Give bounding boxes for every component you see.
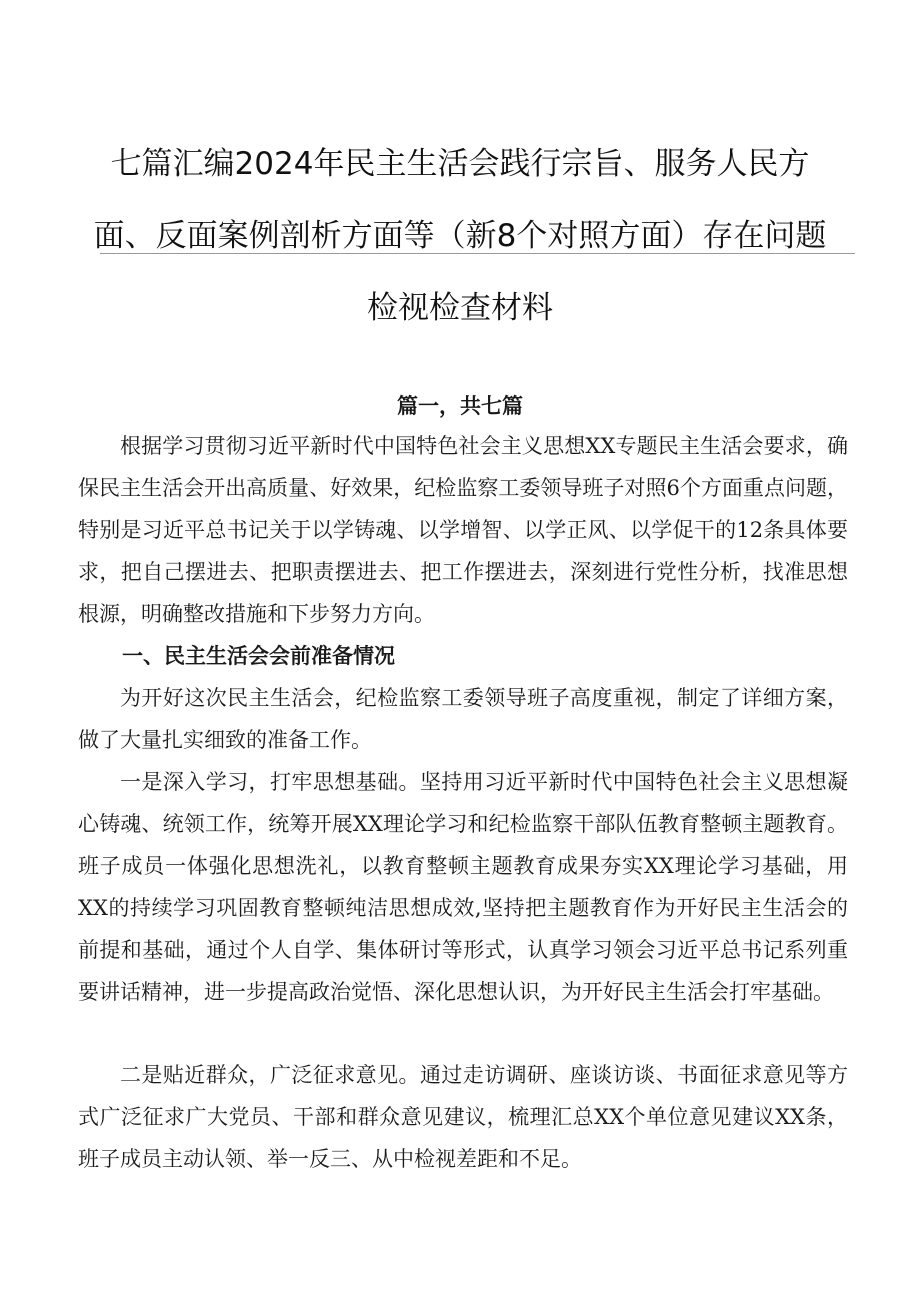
title-line-3: 检视检查材料 xyxy=(367,290,553,326)
heading-preparation: 一、民主生活会会前准备情况 xyxy=(122,644,395,668)
masses-paragraph: 二是贴近群众，广泛征求意见。通过走访调研、座谈访谈、书面征求意见等方式广泛征求广大党员、干部和群众意见建议，梳理汇总XX个单位意见建议XX条，班子成员主动认领、举一反三、从中检视差距和不足。 xyxy=(78,1063,848,1171)
study-paragraph: 一是深入学习，打牢思想基础。坚持用习近平新时代中国特色社会主义思想凝心铸魂、统领工作，统筹开展XX理论学习和纪检监察干部队伍教育整顿主题教育。班子成员一体强化思想洗礼，以教育整顿主题教育成果夯实XX理论学习基础，用XX的持续学习巩固教育整顿纯洁思想成效,坚持把主题教育作为开好民主生活会的前提和基础，通过个人自学、集体研讨等形式，认真学习领会习近平总书记系列重要讲话精神，进一步提高政治觉悟、深化思想认识，为开好民主生活会打牢基础。 xyxy=(78,770,848,1004)
document-title xyxy=(60,128,860,344)
title-divider xyxy=(100,253,855,254)
title-line-1: 七篇汇编2024年民主生活会践行宗旨、服务人民方 xyxy=(110,146,810,182)
title-line-2: 面、反面案例剖析方面等（新8个对照方面）存在问题 xyxy=(93,218,827,254)
section-heading: 篇一，共七篇 xyxy=(397,394,523,418)
preparation-paragraph: 为开好这次民主生活会，纪检监察工委领导班子高度重视，制定了详细方案，做了大量扎实细致的准备工作。 xyxy=(78,686,848,752)
intro-paragraph: 根据学习贯彻习近平新时代中国特色社会主义思想XX专题民主生活会要求，确保民主生活会开出高质量、好效果，纪检监察工委领导班子对照6个方面重点问题，特别是习近平总书记关于以学铸魂、以学增智、以学正风、以学促干的12条具体要求，把自己摆进去、把职责摆进去、把工作摆进去，深刻进行党性分析，找准思想根源，明确整改措施和下步努力方向。 xyxy=(78,434,848,626)
